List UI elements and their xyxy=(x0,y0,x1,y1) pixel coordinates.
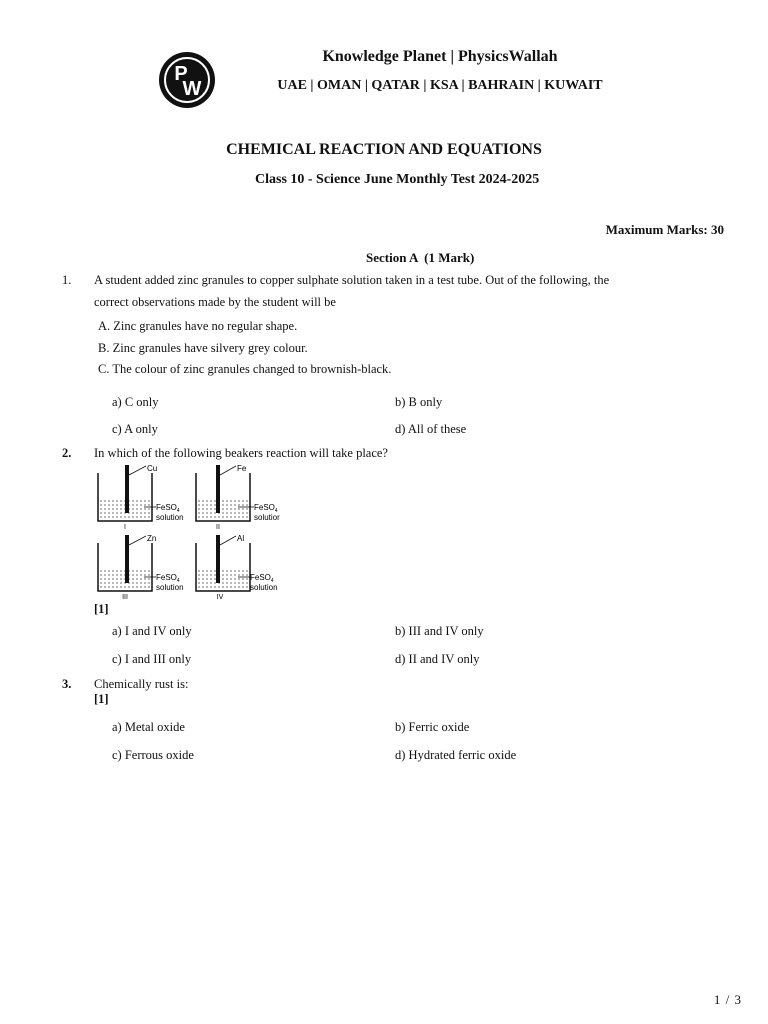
answer-option: d) All of these xyxy=(395,422,467,436)
beaker-i xyxy=(98,464,184,531)
document-subtitle: Class 10 - Science June Monthly Test 2024-2025 xyxy=(255,172,540,187)
beakers-figure xyxy=(94,463,294,603)
beaker-iii xyxy=(98,534,184,601)
question-text: In which of the following beakers reaction will take place? xyxy=(94,446,388,460)
solution-label: FeSO xyxy=(250,573,271,582)
document-title xyxy=(0,141,768,159)
question-text: correct observations made by the student will be xyxy=(94,295,336,309)
question-marks: [1] xyxy=(94,692,109,706)
page-indicator: 1 / 3 xyxy=(713,992,742,1007)
organization-name: Knowledge Planet | PhysicsWallah xyxy=(322,48,558,65)
answer-option: c) Ferrous oxide xyxy=(112,748,194,762)
answer-option: d) Hydrated ferric oxide xyxy=(395,748,517,762)
solution-subscript: 4 xyxy=(176,508,180,514)
statement-item: A. Zinc granules have no regular shape. xyxy=(98,319,298,333)
document-title-text: CHEMICAL REACTION AND EQUATIONS xyxy=(226,141,542,158)
beaker-ii xyxy=(196,464,280,531)
answer-option: c) A only xyxy=(112,422,158,436)
solution-subscript: 4 xyxy=(176,578,180,584)
svg-text:P: P xyxy=(174,63,188,85)
metal-label: Cu xyxy=(147,464,158,473)
solution-subscript: 4 xyxy=(274,508,278,514)
beaker-label: III xyxy=(122,594,128,601)
question-number: 2. xyxy=(62,446,72,460)
question-number: 1. xyxy=(62,273,72,287)
solution-label: solution xyxy=(156,583,184,592)
answer-option: b) III and IV only xyxy=(395,624,484,638)
solution-subscript: 4 xyxy=(270,578,274,584)
question-text: Chemically rust is: xyxy=(94,677,189,691)
answer-option: d) II and IV only xyxy=(395,652,480,666)
maximum-marks: Maximum Marks: 30 xyxy=(605,222,724,237)
beaker-label: I xyxy=(124,524,126,531)
answer-option: a) C only xyxy=(112,395,159,409)
metal-label: Fe xyxy=(237,464,247,473)
answer-option: a) I and IV only xyxy=(112,624,192,638)
answer-option: b) Ferric oxide xyxy=(395,720,470,734)
section-heading: Section A (1 Mark) xyxy=(366,250,475,265)
solution-label: FeSO xyxy=(254,503,275,512)
solution-label: FeSO xyxy=(156,503,177,512)
beaker-label: IV xyxy=(216,594,224,601)
answer-option: b) B only xyxy=(395,395,443,409)
question-marks: [1] xyxy=(94,602,109,616)
metal-label: Zn xyxy=(147,534,157,543)
physicswallah-logo xyxy=(158,51,216,109)
svg-text:W: W xyxy=(182,78,202,100)
statement-item: B. Zinc granules have silvery grey colour. xyxy=(98,341,308,355)
statement-item: C. The colour of zinc granules changed to brownish-black. xyxy=(98,362,392,376)
question-text: A student added zinc granules to copper sulphate solution taken in a test tube. Out of the following, the xyxy=(94,273,610,287)
solution-label: solutior xyxy=(254,513,280,522)
answer-option: c) I and III only xyxy=(112,652,192,666)
regions-line: UAE | OMAN | QATAR | KSA | BAHRAIN | KUWAIT xyxy=(277,78,603,93)
solution-label: FeSO xyxy=(156,573,177,582)
beaker-label: II xyxy=(216,524,220,531)
beaker-iv xyxy=(196,534,278,601)
solution-label: solution xyxy=(250,583,278,592)
metal-label: Al xyxy=(237,534,245,543)
solution-label: solution xyxy=(156,513,184,522)
question-number: 3. xyxy=(62,677,72,691)
answer-option: a) Metal oxide xyxy=(112,720,185,734)
